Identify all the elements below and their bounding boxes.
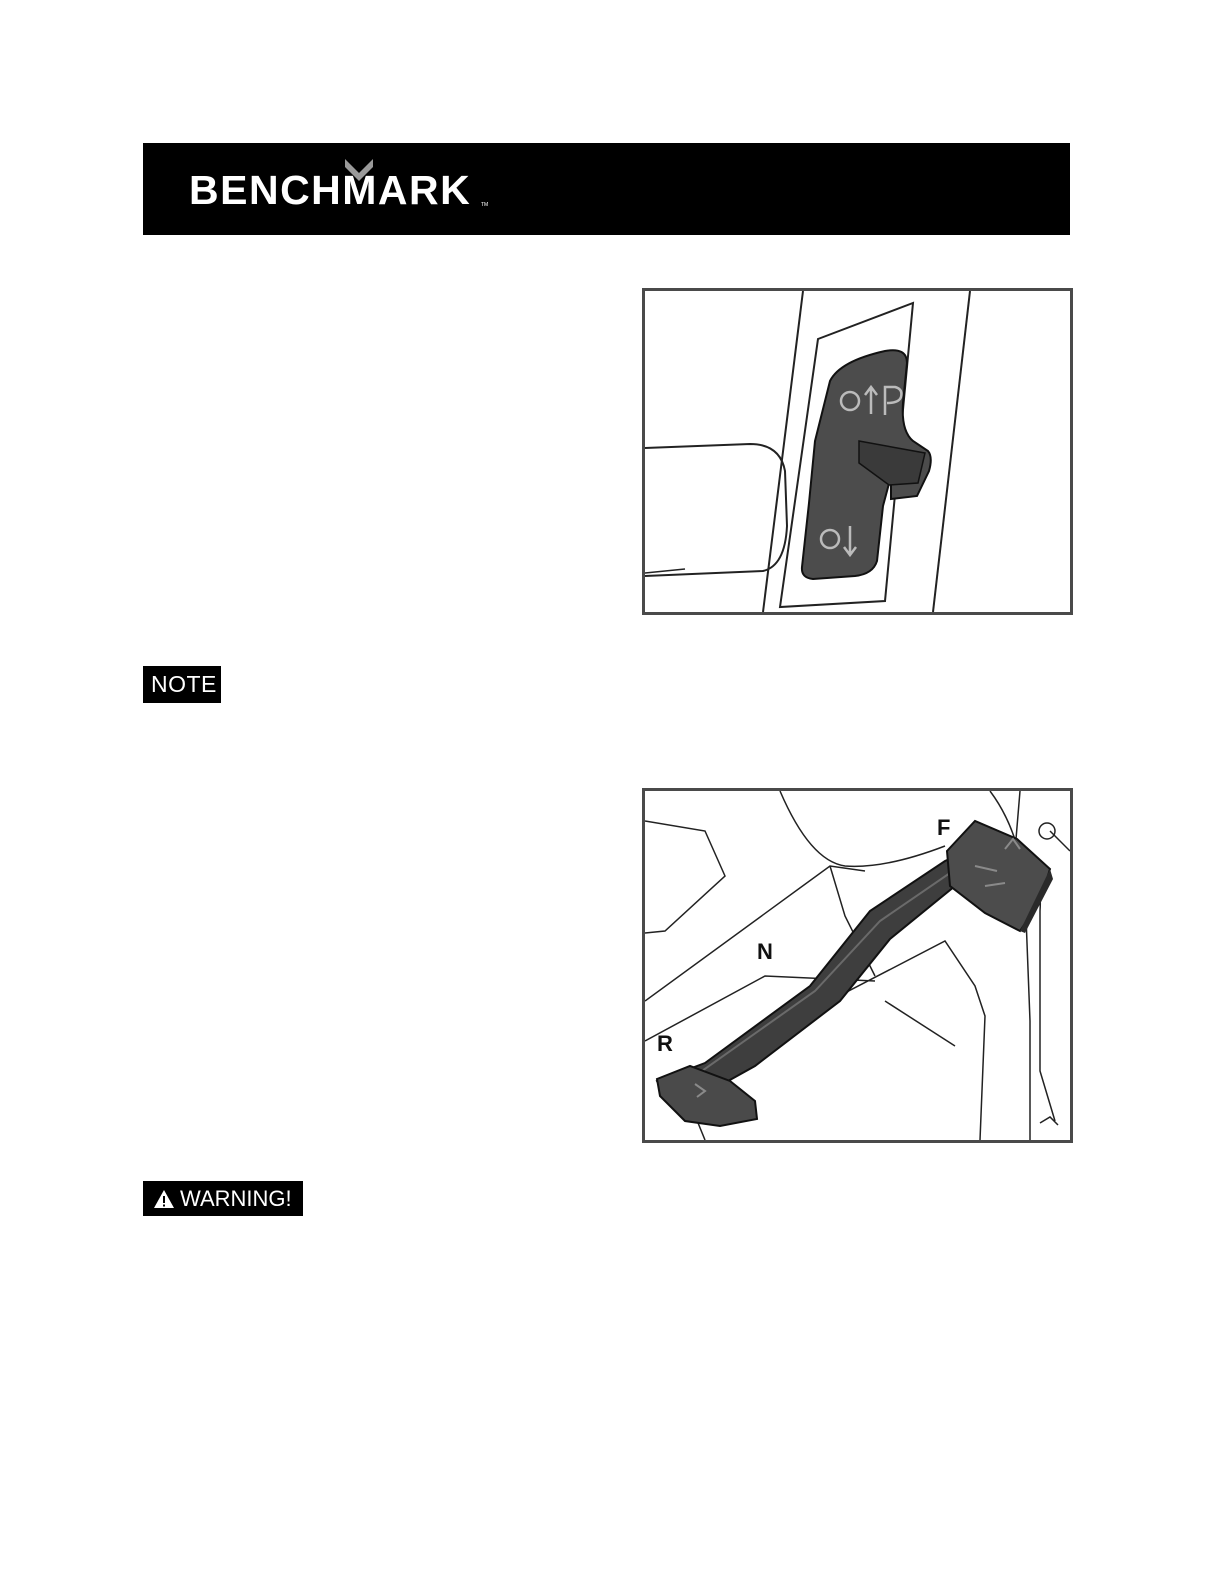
label-reverse: R	[657, 1031, 673, 1056]
warning-text: WARNING!	[180, 1185, 292, 1211]
svg-text:TM: TM	[481, 202, 489, 208]
label-neutral: N	[757, 939, 773, 964]
benchmark-logo	[189, 156, 494, 218]
forward-reverse-pedal-illustration	[645, 791, 1070, 1140]
label-forward: F	[937, 815, 951, 840]
parking-brake-figure	[642, 288, 1073, 615]
travel-pedal-figure	[642, 788, 1073, 1143]
warning-label	[143, 1181, 303, 1216]
svg-text:BENCHMARK: BENCHMARK	[189, 167, 472, 213]
parking-brake-lever-illustration	[645, 291, 1070, 612]
warning-triangle-icon	[153, 1189, 175, 1209]
note-label: NOTE	[143, 666, 221, 703]
